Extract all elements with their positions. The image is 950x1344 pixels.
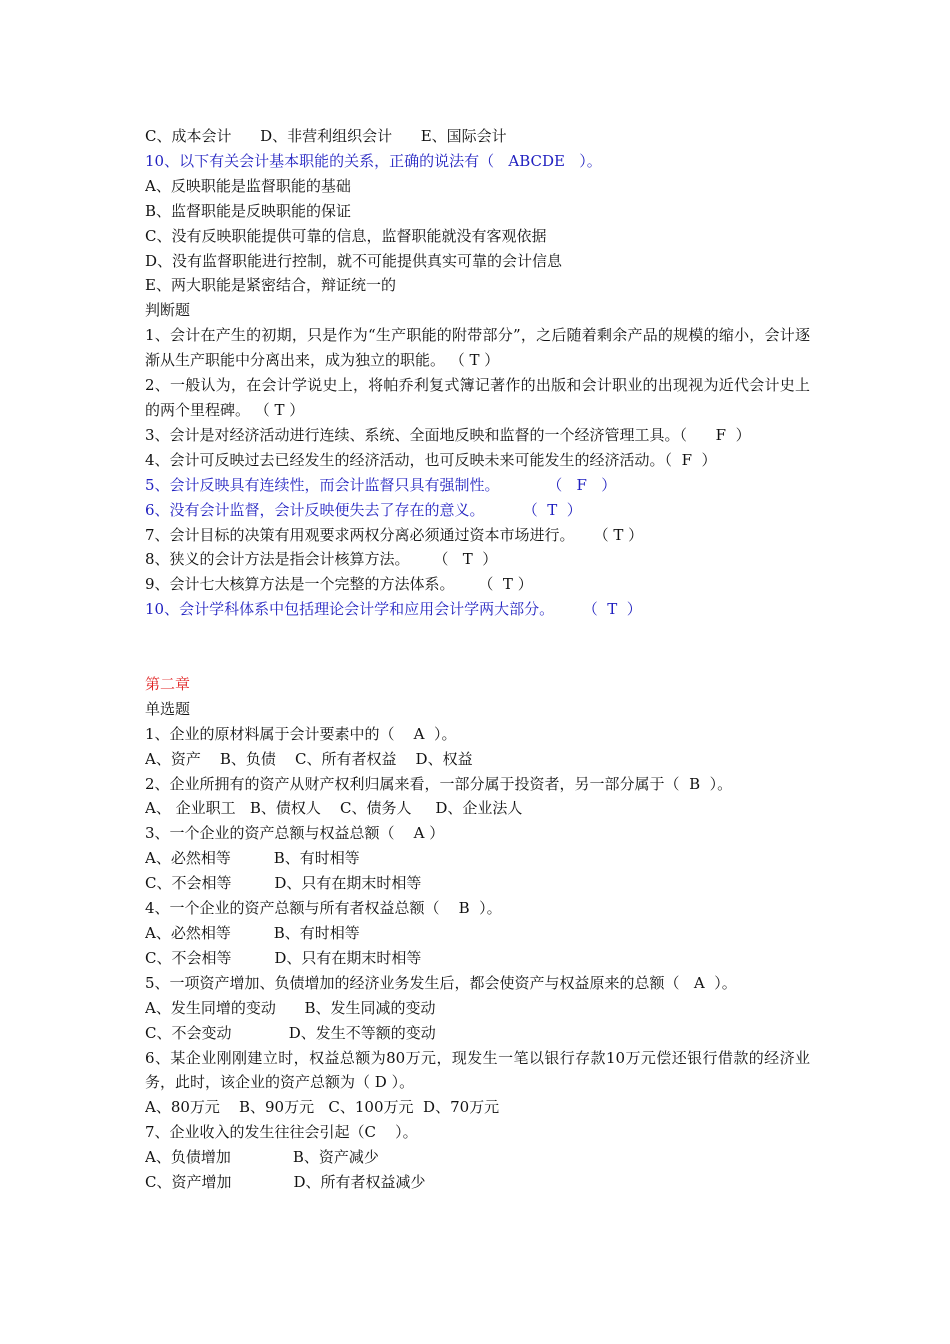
- question-line: 2、企业所拥有的资产从财产权利归属来看，一部分属于投资者，另一部分属于（ B ）。: [145, 774, 733, 793]
- section-heading: 判断题: [145, 301, 191, 320]
- option-line: C、不会相等 D、只有在期末时相等: [145, 948, 422, 967]
- question-line: 10、以下有关会计基本职能的关系，正确的说法有（ ABCDE ）。: [145, 151, 602, 170]
- option-line: A、反映职能是监督职能的基础: [145, 176, 351, 195]
- judgement-item: 6、没有会计监督，会计反映便失去了存在的意义。 （ T ）: [145, 500, 582, 519]
- question-line: 4、一个企业的资产总额与所有者权益总额（ B ）。: [145, 899, 502, 918]
- option-line: A、 企业职工 B、债权人 C、债务人 D、企业法人: [145, 799, 523, 818]
- option-line: A、负债增加 B、资产减少: [145, 1148, 379, 1167]
- question-line: 5、一项资产增加、负债增加的经济业务发生后，都会使资产与权益原来的总额（ A ）。: [145, 973, 737, 992]
- judgement-item: 5、会计反映具有连续性，而会计监督只具有强制性。 （ F ）: [145, 475, 617, 494]
- document-page: [145, 124, 810, 1195]
- chapter-title: 第二章: [145, 674, 191, 693]
- option-line: A、发生同增的变动 B、发生同减的变动: [145, 998, 436, 1017]
- judgement-item: 7、会计目标的决策有用观要求两权分离必须通过资本市场进行。 （ T ）: [145, 525, 644, 544]
- option-line: C、资产增加 D、所有者权益减少: [145, 1173, 426, 1192]
- option-line: A、必然相等 B、有时相等: [145, 923, 360, 942]
- option-line: C、没有反映职能提供可靠的信息，监督职能就没有客观依据: [145, 226, 547, 245]
- option-line: A、80万元 B、90万元 C、100万元 D、70万元: [145, 1098, 500, 1117]
- option-line: C、成本会计 D、非营利组织会计 E、国际会计: [145, 127, 507, 145]
- option-line: C、不会相等 D、只有在期末时相等: [145, 874, 422, 893]
- option-line: D、没有监督职能进行控制，就不可能提供真实可靠的会计信息: [145, 251, 563, 270]
- judgement-item: 9、会计七大核算方法是一个完整的方法体系。 （ T ）: [145, 575, 533, 594]
- question-line: 6、某企业刚刚建立时，权益总额为80万元，现发生一笔以银行存款10万元偿还银行借款的经济业务，此时，该企业的资产总额为（ D ）。: [145, 1048, 810, 1092]
- option-line: C、不会变动 D、发生不等额的变动: [145, 1023, 436, 1042]
- question-line: 1、企业的原材料属于会计要素中的（ A ）。: [145, 724, 457, 743]
- judgement-item: 2、一般认为，在会计学说史上，将帕乔利复式簿记著作的出版和会计职业的出现视为近代会计史上的两个里程碑。 （ T ）: [145, 376, 810, 419]
- question-line: 7、企业收入的发生往往会引起（C ）。: [145, 1123, 418, 1142]
- judgement-item: 1、会计在产生的初期，只是作为“生产职能的附带部分”，之后随着剩余产品的规模的缩小，会计逐渐从生产职能中分离出来，成为独立的职能。 （ T ）: [145, 326, 810, 370]
- judgement-item: 8、狭义的会计方法是指会计核算方法。 （ T ）: [145, 550, 498, 569]
- section-spacer: [145, 622, 810, 672]
- option-line: E、两大职能是紧密结合，辩证统一的: [145, 276, 396, 295]
- judgement-item: 10、会计学科体系中包括理论会计学和应用会计学两大部分。 （ T ）: [145, 600, 642, 619]
- option-line: A、资产 B、负债 C、所有者权益 D、权益: [145, 749, 473, 768]
- option-line: B、监督职能是反映职能的保证: [145, 201, 352, 220]
- judgement-item: 4、会计可反映过去已经发生的经济活动，也可反映未来可能发生的经济活动。（ F ）: [145, 450, 717, 469]
- option-line: A、必然相等 B、有时相等: [145, 849, 360, 868]
- section-heading: 单选题: [145, 699, 191, 718]
- question-line: 3、一个企业的资产总额与权益总额（ A ）: [145, 824, 445, 843]
- judgement-item: 3、会计是对经济活动进行连续、系统、全面地反映和监督的一个经济管理工具。（ F ）: [145, 425, 751, 444]
